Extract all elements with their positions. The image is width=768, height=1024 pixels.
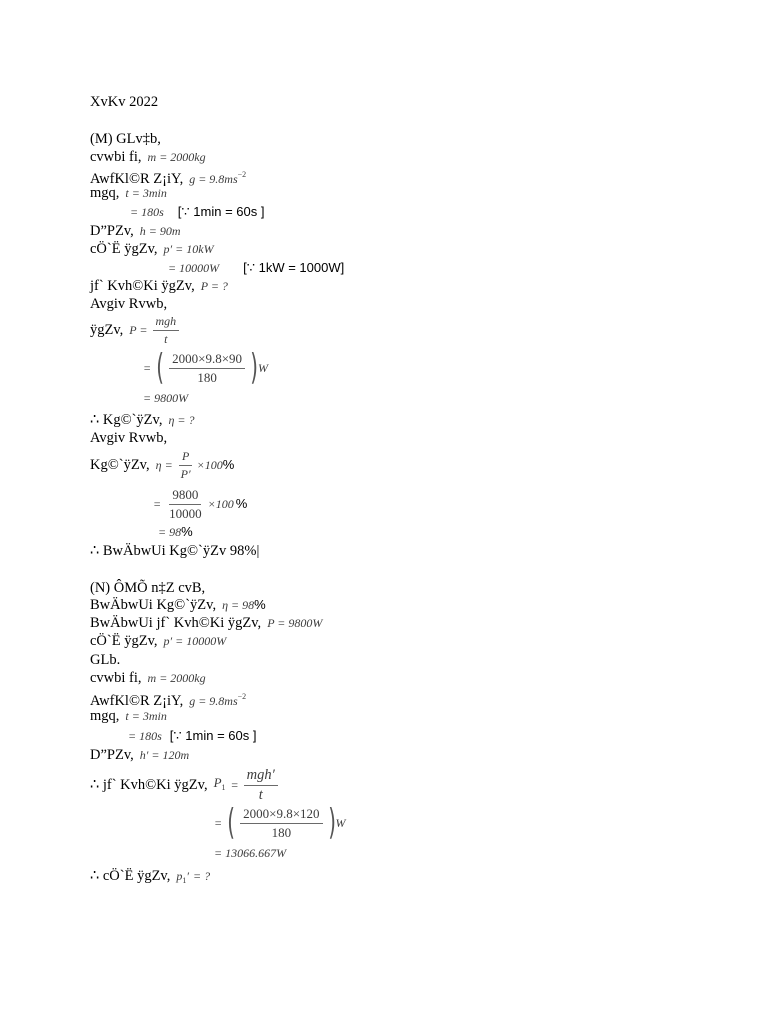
part-n-efficiency-line	[90, 596, 266, 614]
n-input-power-lhs-prime: ′	[186, 869, 189, 883]
input-power-converted-formula: = 10000W	[168, 261, 220, 275]
n-input-power-label: cÖ`Ë ÿgZv,	[90, 633, 158, 649]
input-power-formula: p′ = 10kW	[163, 242, 214, 256]
height-formula: h = 90m	[139, 224, 181, 238]
n-output-power-lhs	[214, 774, 226, 797]
output-power-unknown-formula: P = ?	[200, 279, 228, 293]
power-fraction-denominator: t	[164, 331, 168, 346]
n-output-power-formula: P = 9800W	[267, 616, 323, 630]
n-output-power-calc-numerator: 2000×9.8×120	[240, 806, 322, 824]
n-output-power-fraction	[244, 767, 278, 804]
time-conversion-note: [∵ 1min = 60s ]	[177, 204, 265, 219]
efficiency-lhs: η =	[155, 458, 173, 472]
efficiency-factor: ×100	[196, 458, 223, 472]
n-output-power-fraction-denominator: t	[258, 786, 263, 803]
mass-label: cvwbi fi,	[90, 149, 142, 165]
time-formula: t = 3min	[125, 186, 167, 200]
part-m-conclusion: ∴ BwÄbwUi Kg©`ÿZv 98%|	[90, 543, 260, 559]
gravity-formula	[189, 172, 246, 186]
efficiency-percent: %	[222, 457, 235, 472]
mass-formula: m = 2000kg	[147, 150, 206, 164]
part-m-we-know-2: Avgiv Rvwb,	[90, 430, 168, 446]
power-calc-fraction	[169, 351, 245, 386]
n-input-power-lhs-subscript: 1	[182, 876, 187, 885]
part-m-time-line	[90, 184, 167, 202]
part-m-efficiency-calc-line	[153, 486, 247, 522]
part-m-we-know-1: Avgiv Rvwb,	[90, 296, 168, 312]
n-input-power-unknown-formula: = ?	[192, 869, 211, 883]
n-height-label: D”PZv,	[90, 747, 134, 763]
n-output-power-calc-denominator: 180	[271, 824, 292, 840]
n-mass-label: cvwbi fi,	[90, 670, 142, 686]
power-calc-numerator: 2000×9.8×90	[169, 351, 245, 369]
n-input-power-lhs-symbol: p	[176, 869, 183, 883]
n-output-power-result: = 13066.667W	[214, 846, 287, 860]
power-label: ÿgZv,	[90, 322, 124, 338]
n-gravity-formula-base: g = 9.8ms	[189, 694, 238, 708]
power-conversion-note: [∵ 1kW = 1000W]	[243, 260, 345, 275]
efficiency-fraction-numerator: P	[179, 449, 192, 466]
n-gravity-formula	[189, 694, 246, 708]
height-label: D”PZv,	[90, 223, 134, 239]
n-input-power-unknown-lhs	[176, 869, 189, 883]
part-n-input-power-line	[90, 632, 226, 650]
part-n-output-power-result	[214, 844, 286, 862]
n-time-label: mgq,	[90, 708, 120, 724]
n-output-power-lhs-subscript: 1	[221, 782, 226, 792]
n-output-power-formula-label: ∴ jf` Kvh©Ki ÿgZv,	[90, 777, 208, 793]
n-output-power-fraction-numerator: mgh′	[244, 767, 278, 786]
part-n-intro: (N) ÔMÕ n‡Z cvB,	[90, 580, 206, 596]
efficiency-label: Kg©`ÿZv,	[90, 457, 150, 473]
gravity-exponent: −2	[237, 170, 247, 179]
efficiency-calc-numerator: 9800	[169, 487, 201, 505]
power-result: = 9800W	[143, 391, 189, 405]
efficiency-unknown-label: ∴ Kg©`ÿZv,	[90, 412, 163, 428]
power-calc-unit: W	[258, 361, 269, 375]
part-m-power-result	[143, 389, 188, 407]
part-n-input-power-unknown-line	[90, 867, 210, 890]
efficiency-calc-denominator: 10000	[169, 505, 202, 521]
power-calc-close-paren: )	[250, 347, 259, 388]
n-mass-formula: m = 2000kg	[147, 671, 206, 685]
efficiency-fraction	[178, 449, 194, 482]
n-input-power-unknown-label: ∴ cÖ`Ë ÿgZv,	[90, 868, 171, 884]
efficiency-calc-factor: ×100	[207, 497, 234, 511]
efficiency-result-value: = 98	[158, 525, 182, 539]
n-time-formula: t = 3min	[125, 709, 167, 723]
page-title: XvKv 2022	[90, 94, 159, 110]
efficiency-calc-equals: =	[153, 497, 162, 511]
power-lhs: P =	[129, 323, 148, 337]
part-m-power-formula-line	[90, 313, 182, 347]
n-output-power-label: BwÄbwUi jf` Kvh©Ki ÿgZv,	[90, 615, 262, 631]
input-power-label: cÖ`Ë ÿgZv,	[90, 241, 158, 257]
part-m-input-power-converted-line	[168, 259, 344, 277]
part-n-height-line	[90, 746, 189, 764]
n-output-power-lhs-symbol: P	[213, 774, 222, 790]
n-output-power-calc-open-paren: (	[227, 802, 236, 843]
part-m-input-power-line	[90, 240, 214, 258]
part-m-efficiency-result-line	[158, 523, 193, 541]
efficiency-unknown-formula: η = ?	[168, 413, 195, 427]
part-n-mass-line	[90, 669, 206, 687]
time-label: mgq,	[90, 185, 120, 201]
part-m-intro: (M) GLv‡b,	[90, 131, 161, 147]
time-converted-formula: = 180s	[130, 205, 164, 219]
n-output-power-calc-unit: W	[335, 816, 346, 830]
part-n-output-power-formula-line	[90, 767, 281, 803]
part-m-output-power-unknown-line	[90, 277, 228, 295]
n-efficiency-label: BwÄbwUi Kg©`ÿZv,	[90, 597, 217, 613]
efficiency-result-percent: %	[181, 524, 193, 539]
efficiency-calc-fraction	[166, 487, 205, 522]
n-input-power-formula: p′ = 10000W	[163, 634, 227, 648]
efficiency-calc-percent: %	[235, 496, 248, 511]
n-time-converted-formula: = 180s	[128, 729, 162, 743]
n-efficiency-formula: η = 98	[222, 598, 255, 612]
n-gravity-exponent: −2	[237, 692, 247, 701]
gravity-label: AwfKl©R Z¡iY,	[90, 171, 184, 187]
part-m-efficiency-unknown-line	[90, 411, 195, 429]
gravity-formula-base: g = 9.8ms	[189, 172, 238, 186]
efficiency-fraction-denominator: P′	[180, 466, 191, 481]
n-output-power-calc-equals: =	[214, 816, 223, 830]
power-calc-denominator: 180	[197, 369, 217, 385]
part-m-mass-line	[90, 148, 206, 166]
part-n-output-power-line	[90, 614, 322, 632]
power-calc-equals: =	[143, 361, 152, 375]
n-time-conversion-note: [∵ 1min = 60s ]	[169, 728, 257, 743]
n-efficiency-percent: %	[254, 597, 266, 612]
n-output-power-calc-fraction	[240, 806, 322, 841]
power-calc-open-paren: (	[156, 347, 165, 388]
power-fraction-numerator: mgh	[153, 314, 180, 331]
part-m-height-line	[90, 222, 181, 240]
n-output-power-equals: =	[230, 778, 239, 792]
n-output-power-calc-close-paren: )	[327, 802, 336, 843]
part-n-output-power-calc-line	[214, 803, 346, 843]
part-n-time-line	[90, 707, 167, 725]
n-gravity-label: AwfKl©R Z¡iY,	[90, 693, 184, 709]
output-power-label: jf` Kvh©Ki ÿgZv,	[90, 278, 195, 294]
part-m-power-calc-line	[143, 348, 268, 388]
part-n-now: GLb.	[90, 652, 121, 668]
n-height-formula: h′ = 120m	[139, 748, 190, 762]
part-m-time-converted-line	[130, 203, 264, 221]
part-n-time-converted-line	[128, 727, 256, 745]
power-fraction	[153, 314, 180, 347]
part-m-efficiency-formula-line	[90, 448, 234, 482]
